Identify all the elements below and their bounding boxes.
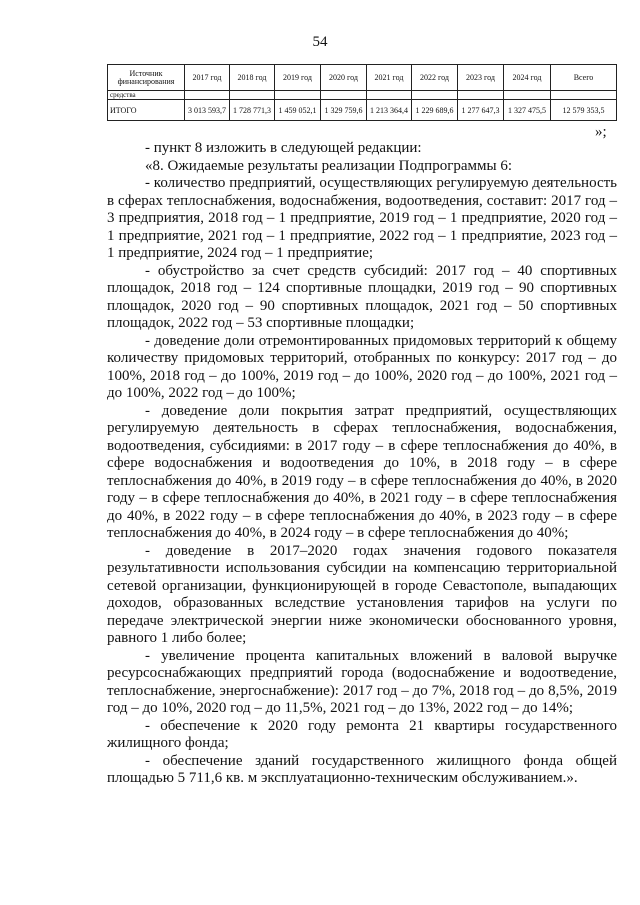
paragraph: - увеличение процента капитальных вложений в валовой выручке ресурсоснабжающих предприятий города (водоснабжение и водоотведение, теплоснабжение, энергоснабжение): 2017 год – до 7%, 2018 год – до 8,5%, 2019 год – до 10%, 2020 год – до 11,5%, 2021 год – до 13%, 2022 год – до 14%; [107, 647, 617, 716]
table-cell: 1 728 771,3 [230, 100, 275, 121]
table-header-cell: Всего [551, 65, 617, 91]
table-header-cell: 2022 год [412, 65, 458, 91]
paragraph: - количество предприятий, осуществляющих регулируемую деятельность в сферах теплоснабжения, водоснабжения, водоотведения, составит: 2017 год – 3 предприятия, 2018 год – 1 предприятие, 2019 год – 1 предприятие, 2020 год – 1 предприятие, 2021 год – 1 предприятие, 2022 год – 1 предприятие, 2023 год – 1 предприятие, 2024 год – 1 предприятие; [107, 175, 617, 261]
table-cell [321, 91, 367, 100]
table-header-cell: 2019 год [275, 65, 321, 91]
table-header-cell: 2023 год [458, 65, 504, 91]
table-cell: 1 277 647,3 [458, 100, 504, 121]
table-cell: 1 459 052,1 [275, 100, 321, 121]
paragraph: - доведение в 2017–2020 годах значения годового показателя результативности использования субсидии на компенсацию территориальной сетевой организации, функционирующей в городе Севастополе, выпадающих доходов, образованных вследствие установления тарифов на услуги по передаче электрической энергии ниже экономически обоснованного уровня, равного 1 либо более; [107, 542, 617, 646]
paragraph: - обустройство за счет средств субсидий: 2017 год – 40 спортивных площадок, 2018 год – 124 спортивные площадки, 2019 год – 90 спортивных площадок, 2020 год – 90 спортивных площадок, 2021 год – 50 спортивных площадок, 2022 год – 53 спортивные площадки; [107, 262, 617, 331]
financing-table [107, 64, 617, 121]
table-header-row [108, 65, 617, 91]
paragraph: - обеспечение зданий государственного жилищного фонда общей площадью 5 711,6 кв. м эксплуатационно-техническим обслуживанием.». [107, 752, 617, 786]
paragraph: - пункт 8 изложить в следующей редакции: [145, 140, 422, 156]
table-cell [458, 91, 504, 100]
paragraph: «8. Ожидаемые результаты реализации Подпрограммы 6: [145, 157, 512, 174]
table-cell: 1 329 759,6 [321, 100, 367, 121]
table-cell: 1 229 689,6 [412, 100, 458, 121]
table-cell [367, 91, 412, 100]
closing-quote-mark: »; [595, 124, 607, 140]
table-cell [230, 91, 275, 100]
table-cell [275, 91, 321, 100]
table-total-row [108, 100, 617, 121]
table-header-cell: Источник финансирования [108, 65, 185, 91]
table-header-cell: 2017 год [185, 65, 230, 91]
table-cell [504, 91, 551, 100]
table-cell [185, 91, 230, 100]
table-cell: ИТОГО [108, 100, 185, 121]
table-header-cell: 2024 год [504, 65, 551, 91]
table-cell: 3 013 593,7 [185, 100, 230, 121]
table-cell [412, 91, 458, 100]
table-cell [551, 91, 617, 100]
paragraph: - доведение доли покрытия затрат предприятий, осуществляющих регулируемую деятельность в сферах теплоснабжения, водоснабжения, водоотведения, субсидиями: в 2017 году – в сфере теплоснабжения до 40%, в сфере водоснабжения и водоотведения до 10%, в 2018 году – в сфере теплоснабжения до 40%, в 2019 году – в сфере теплоснабжения до 40%, в 2020 году – в сфере теплоснабжения до 40%, в 2021 году – в сфере теплоснабжения до 40%, в 2022 году – в сфере теплоснабжения до 40%, в 2023 году – в сфере теплоснабжения до 40%, в 2024 году – в сфере теплоснабжения до 40%; [107, 402, 617, 541]
table-header-cell: 2018 год [230, 65, 275, 91]
paragraph: - обеспечение к 2020 году ремонта 21 квартиры государственного жилищного фонда; [107, 717, 617, 751]
paragraph: - доведение доли отремонтированных придомовых территорий к общему количеству придомовых территорий, отобранных по конкурсу: 2017 год – до 100%, 2018 год – до 100%, 2019 год – до 100%, 2020 год – до 100%, 2021 год – до 100%, 2022 год – до 100%; [107, 332, 617, 401]
table-cell: 1 327 475,5 [504, 100, 551, 121]
table-cell: средства [108, 91, 185, 100]
table-cell: 12 579 353,5 [551, 100, 617, 121]
document-body [107, 140, 617, 788]
table-cell: 1 213 364,4 [367, 100, 412, 121]
page-number: 54 [312, 34, 328, 50]
table-header-cell: 2020 год [321, 65, 367, 91]
table-header-cell: 2021 год [367, 65, 412, 91]
table-row [108, 91, 617, 100]
